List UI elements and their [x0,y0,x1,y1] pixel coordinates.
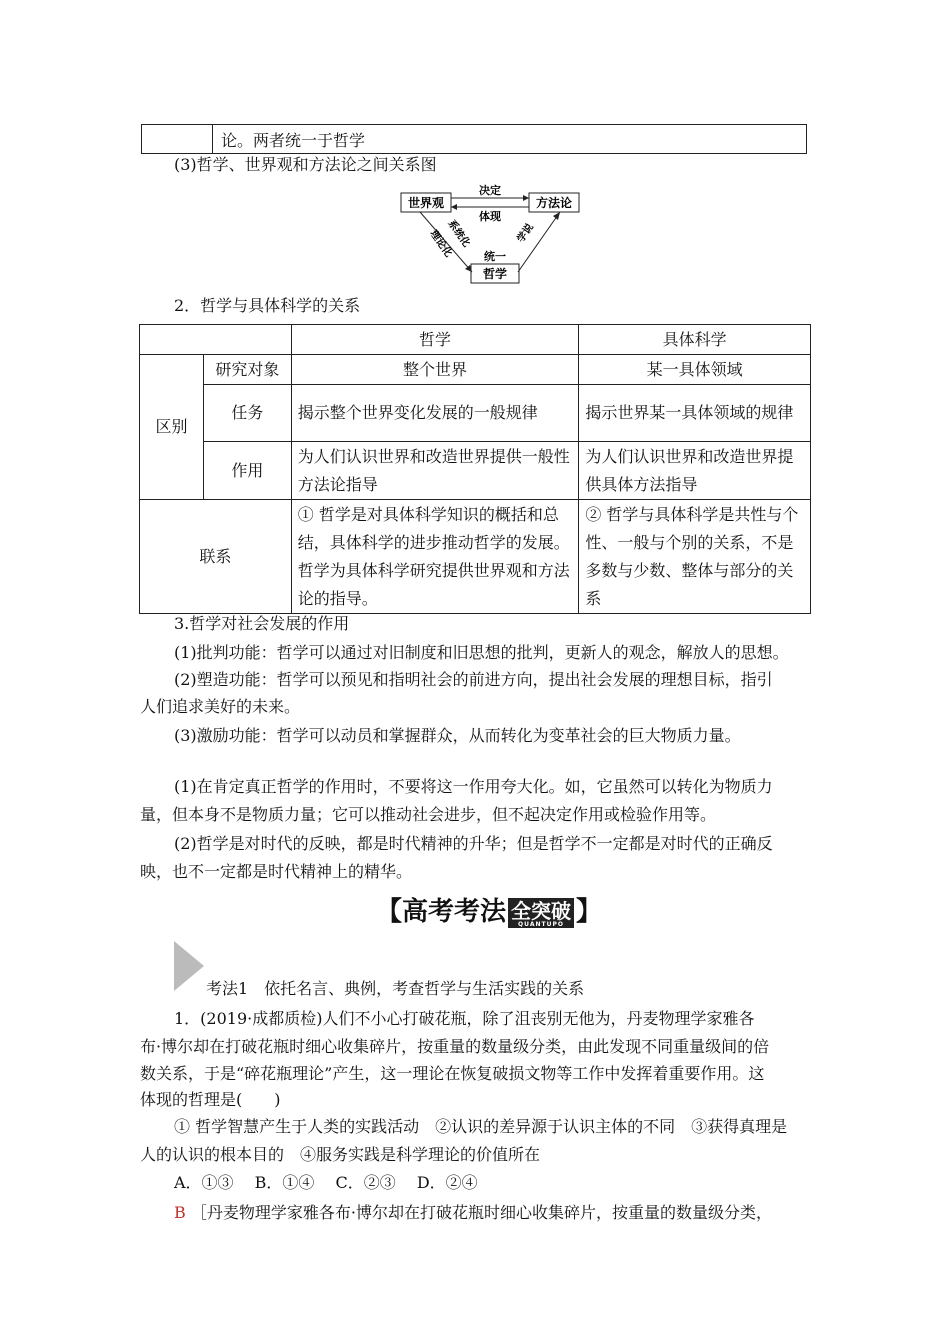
label-systematize: 系统化 [445,218,472,250]
diagram-svg [400,183,582,287]
question-line-1: 1．(2019·成都质检)人们不小心打破花瓶，除了沮丧别无他为，丹麦物理学家雅各 [174,1009,755,1028]
note-line-4: 映，也不一定都是时代精神上的精华。 [140,862,413,881]
section3-title: (3)哲学、世界观和方法论之间关系图 [174,155,437,174]
top-table-cell: 论。两者统一于哲学 [213,125,807,154]
table-corner-cell [140,325,292,355]
node-worldview: 世界观 [407,196,445,210]
choices-line-2: 人的认识的根本目的 ④服务实践是科学理论的价值所在 [140,1145,541,1164]
question-line-3: 数关系，于是“碎花瓶理论”产生，这一理论在恢复破损文物等工作中发挥着重要作用。这 [140,1064,765,1083]
label-theorize: 理论化 [427,228,454,260]
cell-link-science: ② 哲学与具体科学是共性与个性、一般与个别的关系，不是多数与少数、整体与部分的关系 [579,500,811,614]
cell-task-science: 揭示世界某一具体领域的规律 [579,385,811,442]
play-arrow-icon [174,941,204,991]
label-method-side: 学说 [515,222,536,245]
link-label: 联系 [140,500,292,614]
question-line-4: 体现的哲理是( ) [140,1090,281,1109]
relation-table [139,324,811,614]
label-embody: 体现 [479,210,501,223]
section-banner [376,895,602,929]
cell-role-science: 为人们认识世界和改造世界提供具体方法指导 [579,442,811,500]
arrow-decide-head [523,195,529,201]
function-line-2: (2)塑造功能：哲学可以预见和指明社会的前进方向，提出社会发展的理想目标，指引 [174,670,773,689]
method-title: 考法1 依托名言、典例，考查哲学与生活实践的关系 [206,979,585,998]
label-decide: 决定 [479,184,501,197]
top-table-fragment [141,124,807,154]
choices-line-1: ① 哲学智慧产生于人类的实践活动 ②认识的差异源于认识主体的不同 ③获得真理是 [174,1117,788,1136]
note-line-1: (1)在肯定真正哲学的作用时，不要将这一作用夸大化。如，它虽然可以转化为物质力 [174,777,773,796]
cell-object-science: 某一具体领域 [579,355,811,385]
answer-letter: B [174,1203,186,1222]
header-science: 具体科学 [579,325,811,355]
answer-line [174,1199,772,1227]
banner-left: 【高考考法 [376,897,507,927]
answer-text: ［丹麦物理学家雅各布·博尔却在打破花瓶时细心收集碎片，按重量的数量级分类， [190,1203,772,1222]
question-line-2: 布·博尔却在打破花瓶时细心收集碎片，按重量的数量级分类，由此发现不同重量级间的倍 [140,1037,770,1056]
function-line-4: (3)激励功能：哲学可以动员和掌握群众，从而转化为变革社会的巨大物质力量。 [174,726,741,745]
arrow-right-head [553,212,560,220]
group-label-difference: 区别 [140,355,204,500]
section3b-title: 3.哲学对社会发展的作用 [174,614,350,633]
row-label-role: 作用 [203,442,291,500]
section2-title: 2．哲学与具体科学的关系 [174,296,361,315]
node-method: 方法论 [535,196,573,210]
top-table-empty-cell [142,125,213,154]
cell-role-philosophy: 为人们认识世界和改造世界提供一般性方法论指导 [291,442,579,500]
function-line-3: 人们追求美好的未来。 [140,697,301,716]
function-line-1: (1)批判功能：哲学可以通过对旧制度和旧思想的批判，更新人的观念，解放人的思想。 [174,643,789,662]
banner-badge-text: 全突破 [511,898,572,923]
options-line: A．①③ B．①④ C．②③ D．②④ [174,1173,478,1192]
cell-task-philosophy: 揭示整个世界变化发展的一般规律 [291,385,579,442]
row-label-object: 研究对象 [203,355,291,385]
cell-object-philosophy: 整个世界 [291,355,579,385]
banner-badge [508,898,574,928]
arrow-embody-head [451,204,457,210]
banner-badge-sub: QUANTUPO [518,920,564,928]
node-philosophy: 哲学 [482,267,508,281]
header-philosophy: 哲学 [291,325,579,355]
row-label-task: 任务 [203,385,291,442]
relationship-diagram [400,183,582,287]
label-unify: 统一 [484,250,506,263]
banner-right: 】 [576,897,603,927]
note-line-3: (2)哲学是对时代的反映，都是时代精神的升华；但是哲学不一定都是对时代的正确反 [174,834,773,853]
cell-link-philosophy: ① 哲学是对具体科学知识的概括和总结，具体科学的进步推动哲学的发展。哲学为具体科学研究提供世界观和方法论的指导。 [291,500,579,614]
note-line-2: 量，但本身不是物质力量；它可以推动社会进步，但不起决定作用或检验作用等。 [140,805,717,824]
